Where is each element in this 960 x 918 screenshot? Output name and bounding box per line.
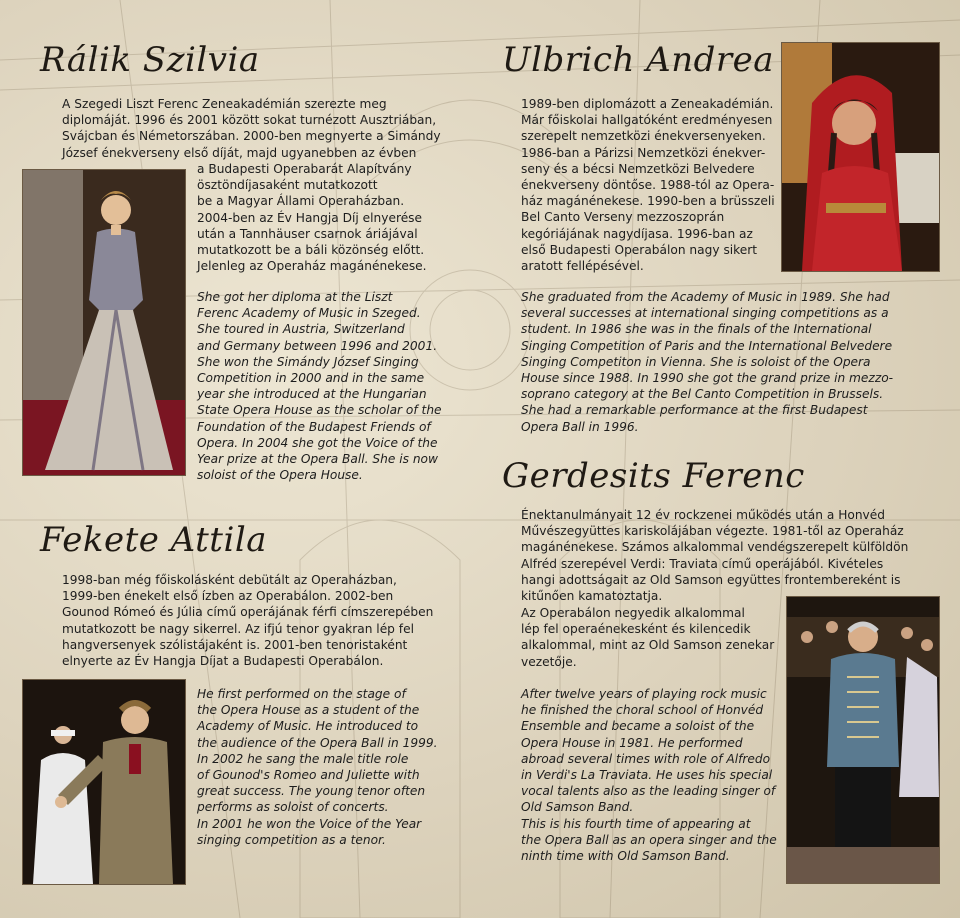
- fekete-en: He first performed on the stage of the Opera House as a student of the Academy of Music. He introduced to the audience of the Opera Ball in 1999. In 2002 he sang the male title role of Gounod's Romeo and Juliette with great success. The young tenor often performs as soloist of concerts. In 2001 he won the Voice of the Year singing competition as a tenor.: [197, 687, 438, 847]
- fekete-hu: 1998-ban még főiskolásként debütált az Operaházban, 1999-ben énekelt első ízben az Operabálon. 2002-ben Gounod Rómeó és Júlia című operájának férfi címszerepében mutatkozott be nagy sikerrel. Az ifjú tenor gyakran lép fel hangversenyek szólistájaként is. 2001-ben tenoristaként elnyerte az Év Hangja Díjat a Budapesti Operabálon.: [62, 573, 434, 669]
- gerdesits-hu-top: Énektanulmányait 12 év rockzenei működés után a Honvéd Művészegyüttes kariskolájában végezte. 1981-től az Operaház magánénekese. Számos alkalommal vendégszerepelt külföldön Alfréd szerepével Verdi: Traviata című operájából. Kivételes hangi adottságait az Old Samson együttes frontembereként is kitűnően kamatoztatja.: [521, 508, 909, 604]
- fekete-photo: [22, 679, 186, 885]
- ulbrich-en: She graduated from the Academy of Music in 1989. She had several successes at international singing competitions as a student. In 1986 she was in the finals of the International Singing Competition of Paris and the International Belvedere Singing Competiton in Vienna. She is soloist of the Opera House since 1988. In 1990 she got the grand prize in mezzo- soprano category at the Bel Canto Competition in Brussels. She had a remarkable performance at the first Budapest Opera Ball in 1996.: [521, 290, 894, 434]
- ralik-hu-top: A Szegedi Liszt Ferenc Zeneakadémián szerezte meg diplomáját. 1996 és 2001 között sokat turnézott Ausztriában, Svájcban és Németorszában. 2000-ben megnyerte a Simándy József énekverseny első díját, majd ugyanebben az évben: [62, 97, 441, 160]
- gerdesits-en: After twelve years of playing rock music he finished the choral school of Honvéd Ensemble and became a soloist of the Opera House in 1981. He performed abroad several times with role of Alfredo in Verdi's La Traviata. He uses his special vocal talents also as the leading singer of Old Samson Band. This is his fourth time of appearing at the Opera Ball as an opera singer and the ninth time with Old Samson Band.: [521, 687, 777, 864]
- ulbrich-hu: 1989-ben diplomázott a Zeneakadémián. Már főiskolai hallgatóként eredményesen szerepelt nemzetközi énekversenyeken. 1986-ban a Párizsi Nemzetközi énekver- seny és a bécsi Nemzetközi Belvedere énekverseny döntőse. 1988-tól az Opera- ház magánénekese. 1990-ben a brüsszeli Bel Canto Verseny mezzoszoprán kegóriájának nagydíjasa. 1996-ban az első Budapesti Operabálon nagy sikert aratott fellépésével.: [521, 97, 775, 274]
- ulbrich-photo: [781, 42, 940, 272]
- fekete-heading: Fekete Attila: [40, 520, 267, 560]
- ralik-heading: Rálik Szilvia: [40, 40, 260, 80]
- ralik-en: She got her diploma at the Liszt Ferenc Academy of Music in Szeged. She toured in Austria, Switzerland and Germany between 1996 and 2001. She won the Simándy József Singing Competition in 2000 and in the same year she introduced at the Hungarian State Opera House as the scholar of the Foundation of the Budapest Friends of Opera. In 2004 she got the Voice of the Year prize at the Opera Ball. She is now soloist of the Opera House.: [197, 290, 442, 483]
- gerdesits-hu-side: Az Operabálon negyedik alkalommal lép fel operaénekesként és kilencedik alkalommal, mint az Old Samson zenekar vezetője.: [521, 606, 775, 669]
- gerdesits-photo: [786, 596, 940, 884]
- gerdesits-heading: Gerdesits Ferenc: [502, 456, 805, 496]
- ralik-hu-side: a Budapesti Operabarát Alapítvány ösztöndíjasaként mutatkozott be a Magyar Állami Operaházban. 2004-ben az Év Hangja Díj elnyerése után a Tannhäuser csarnok áriájával mutatkozott be a báli közönség előtt. Jelenleg az Operaház magánénekese.: [197, 162, 427, 274]
- ralik-photo: [22, 169, 186, 476]
- ulbrich-heading: Ulbrich Andrea: [502, 40, 775, 80]
